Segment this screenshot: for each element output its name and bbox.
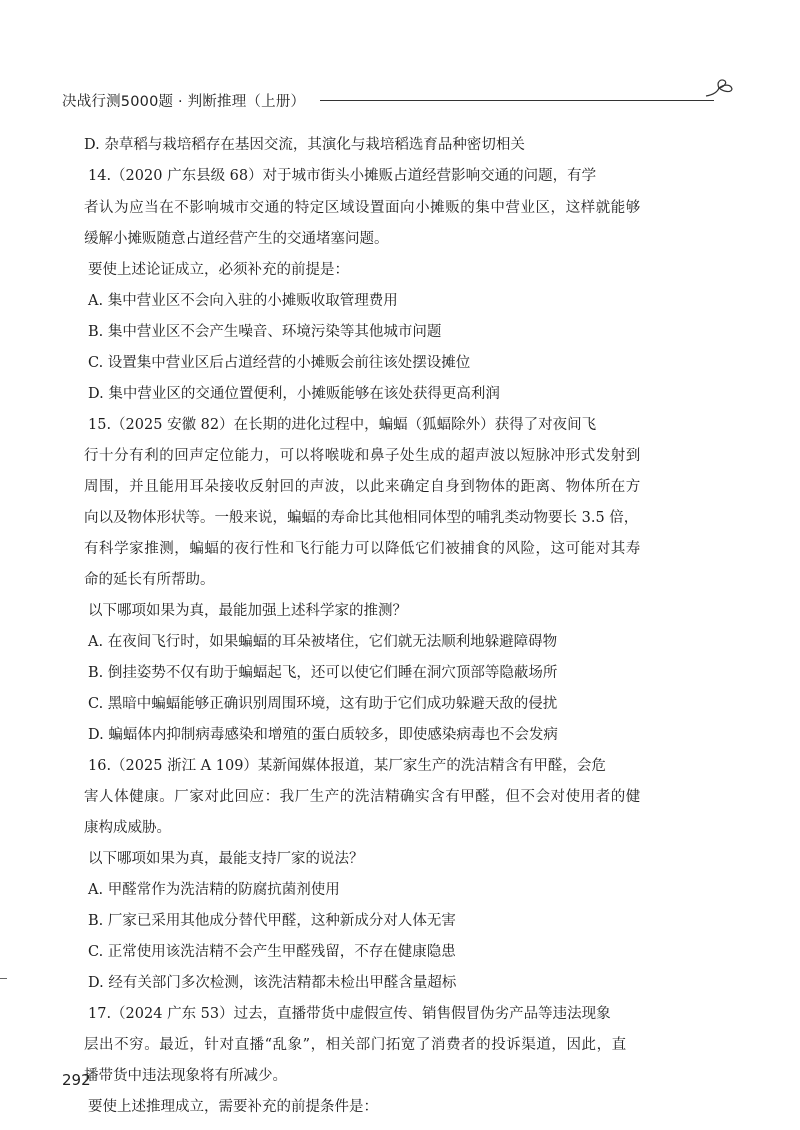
text-line: 行十分有利的回声定位能力，可以将喉咙和鼻子处生成的超声波以短脉冲形式发射到: [84, 448, 641, 464]
question-16-stem: 16.（2025 浙江 A 109）某新闻媒体报道，某厂家生产的洗洁精含有甲醛，会危: [88, 758, 606, 774]
option-c: C. 设置集中营业区后占道经营的小摊贩会前往该处摆设摊位: [88, 355, 471, 371]
question-17-stem: 17.（2024 广东 53）过去，直播带货中虚假宣传、销售假冒伪劣产品等违法现象: [88, 1006, 611, 1022]
option-b: B. 倒挂姿势不仅有助于蝙蝠起飞，还可以使它们睡在洞穴顶部等隐蔽场所: [88, 665, 558, 681]
option-a: A. 集中营业区不会向入驻的小摊贩收取管理费用: [88, 293, 398, 309]
question-prompt: 要使上述推理成立，需要补充的前提条件是：: [88, 1099, 378, 1115]
header-rule: [320, 100, 714, 101]
text-line: 播带货中违法现象将有所减少。: [84, 1068, 287, 1084]
text-line: 康构成威胁。: [84, 820, 171, 836]
text-line: 周围，并且能用耳朵接收反射回的声波，以此来确定自身到物体的距离、物体所在方: [84, 479, 641, 495]
option-c: C. 黑暗中蝙蝠能够正确识别周围环境，这有助于它们成功躲避天敌的侵扰: [88, 696, 558, 712]
option-d: D. 集中营业区的交通位置便利，小摊贩能够在该处获得更高利润: [88, 386, 500, 402]
text-line: 害人体健康。厂家对此回应：我厂生产的洗洁精确实含有甲醛，但不会对使用者的健: [84, 789, 641, 805]
sprout-icon: [702, 74, 736, 106]
question-prompt: 以下哪项如果为真，最能加强上述科学家的推测？: [88, 603, 407, 619]
scan-edge-mark: [0, 978, 7, 979]
text-line: 向以及物体形状等。一般来说，蝙蝠的寿命比其他相同体型的哺乳类动物要长 3.5 倍，: [84, 510, 639, 526]
header-title: 决战行测5000题 · 判断推理（上册）: [62, 94, 306, 110]
page-number: 292: [62, 1071, 91, 1089]
question-prompt: 以下哪项如果为真，最能支持厂家的说法？: [88, 851, 364, 867]
text-line: 命的延长有所帮助。: [84, 572, 215, 588]
question-prompt: 要使上述论证成立，必须补充的前提是：: [88, 262, 349, 278]
text-line: D. 杂草稻与栽培稻存在基因交流，其演化与栽培稻选育品种密切相关: [84, 137, 525, 153]
text-line: 层出不穷。最近，针对直播“乱象”，相关部门拓宽了消费者的投诉渠道，因此，直: [84, 1037, 627, 1053]
option-c: C. 正常使用该洗洁精不会产生甲醛残留，不存在健康隐患: [88, 944, 456, 960]
option-b: B. 集中营业区不会产生噪音、环境污染等其他城市问题: [88, 324, 442, 340]
option-a: A. 甲醛常作为洗洁精的防腐抗菌剂使用: [88, 882, 340, 898]
text-line: 有科学家推测，蝙蝠的夜行性和飞行能力可以降低它们被捕食的风险，这可能对其寿: [84, 541, 641, 557]
option-d: D. 经有关部门多次检测，该洗洁精都未检出甲醛含量超标: [88, 975, 457, 991]
question-14-stem: 14.（2020 广东县级 68）对于城市街头小摊贩占道经营影响交通的问题，有学: [88, 168, 597, 184]
question-15-stem: 15.（2025 安徽 82）在长期的进化过程中，蝙蝠（狐蝠除外）获得了对夜间飞: [88, 417, 597, 433]
text-line: 者认为应当在不影响城市交通的特定区域设置面向小摊贩的集中营业区，这样就能够: [84, 200, 641, 216]
option-b: B. 厂家已采用其他成分替代甲醛，这种新成分对人体无害: [88, 913, 456, 929]
option-d: D. 蝙蝠体内抑制病毒感染和增殖的蛋白质较多，即使感染病毒也不会发病: [88, 727, 558, 743]
running-header: [62, 86, 702, 122]
option-a: A. 在夜间飞行时，如果蝙蝠的耳朵被堵住，它们就无法顺利地躲避障碍物: [88, 634, 558, 650]
text-line: 缓解小摊贩随意占道经营产生的交通堵塞问题。: [84, 231, 389, 247]
